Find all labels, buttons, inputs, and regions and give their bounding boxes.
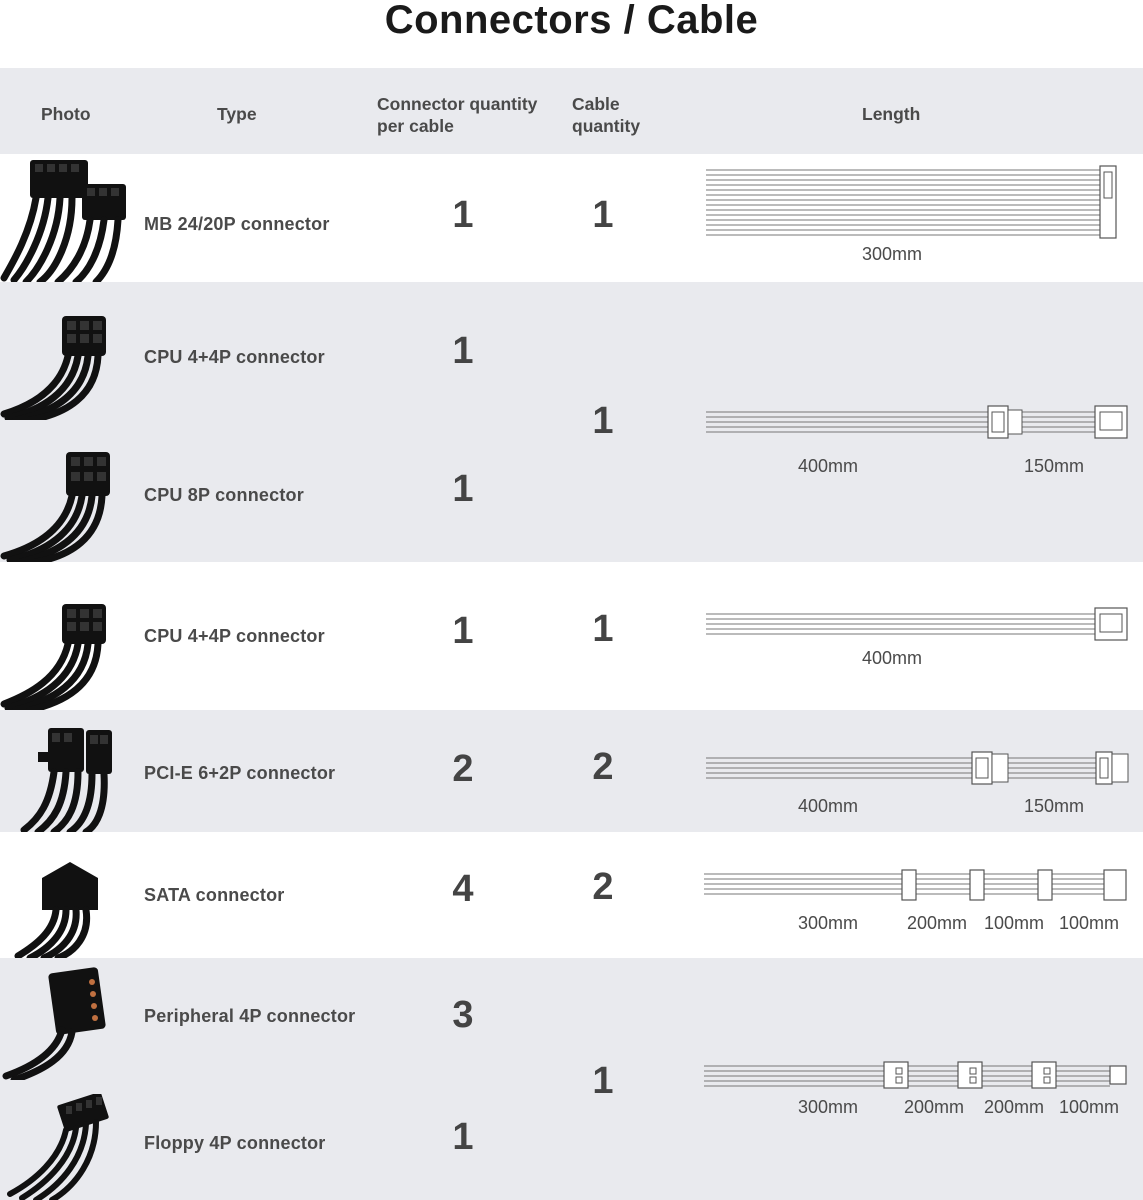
length-label: 300mm <box>798 1097 859 1117</box>
cpu-8pin-connector-icon <box>0 448 120 562</box>
cable-diagram <box>700 1056 1135 1096</box>
page-title: Connectors / Cable <box>384 0 759 42</box>
molex-4pin-connector-icon <box>0 966 120 1080</box>
mb-24pin-connector-icon <box>0 154 135 282</box>
length-label: 150mm <box>1024 796 1085 816</box>
length-label: 100mm <box>1059 913 1120 933</box>
connector-type-label: Peripheral 4P connector <box>144 1006 356 1026</box>
cable-diagram <box>700 164 1130 244</box>
cable-quantity: 2 <box>592 866 614 908</box>
cpu-4plus4-connector-icon <box>0 310 120 420</box>
length-label: 400mm <box>798 456 859 476</box>
connector-type-label: Floppy 4P connector <box>144 1133 326 1153</box>
cable-quantity: 2 <box>592 746 614 788</box>
connector-type-label: CPU 4+4P connector <box>144 626 325 646</box>
cable-diagram <box>700 748 1135 790</box>
connector-type-label: PCI-E 6+2P connector <box>144 763 336 783</box>
cable-quantity: 1 <box>592 1060 614 1102</box>
connector-quantity: 1 <box>452 610 474 652</box>
length-label: 400mm <box>862 648 923 668</box>
connector-quantity: 1 <box>452 330 474 372</box>
connector-type-label: CPU 4+4P connector <box>144 347 325 367</box>
length-label: 200mm <box>907 913 968 933</box>
pcie-6plus2-connector-icon <box>0 722 120 832</box>
connector-quantity: 2 <box>452 748 474 790</box>
length-label: 200mm <box>904 1097 965 1117</box>
length-label: 100mm <box>1059 1097 1120 1117</box>
connector-quantity: 4 <box>452 868 474 910</box>
connector-type-label: CPU 8P connector <box>144 485 304 505</box>
cable-diagram <box>700 604 1135 646</box>
header-connector-quantity: Connector quantity per cable <box>377 94 538 136</box>
connector-quantity: 3 <box>452 994 474 1036</box>
cable-quantity: 1 <box>592 400 614 442</box>
cpu-4plus4-connector-icon <box>0 598 120 710</box>
length-label: 100mm <box>984 913 1045 933</box>
length-label: 200mm <box>984 1097 1045 1117</box>
sata-connector-icon <box>0 858 120 958</box>
length-label: 300mm <box>862 244 923 264</box>
header-cable-quantity: Cable quantity <box>572 94 641 136</box>
length-label: 150mm <box>1024 456 1085 476</box>
length-label: 300mm <box>798 913 859 933</box>
header-length: Length <box>862 104 921 124</box>
length-label: 400mm <box>798 796 859 816</box>
connector-type-label: MB 24/20P connector <box>144 214 330 234</box>
cable-diagram <box>700 402 1135 444</box>
cable-quantity: 1 <box>592 194 614 236</box>
cable-diagram <box>700 866 1135 908</box>
cable-quantity: 1 <box>592 608 614 650</box>
connector-quantity: 1 <box>452 194 474 236</box>
connector-quantity: 1 <box>452 468 474 510</box>
header-photo: Photo <box>41 104 91 124</box>
header-type: Type <box>217 104 257 124</box>
connector-type-label: SATA connector <box>144 885 285 905</box>
floppy-4pin-connector-icon <box>0 1094 120 1200</box>
connector-quantity: 1 <box>452 1116 474 1158</box>
